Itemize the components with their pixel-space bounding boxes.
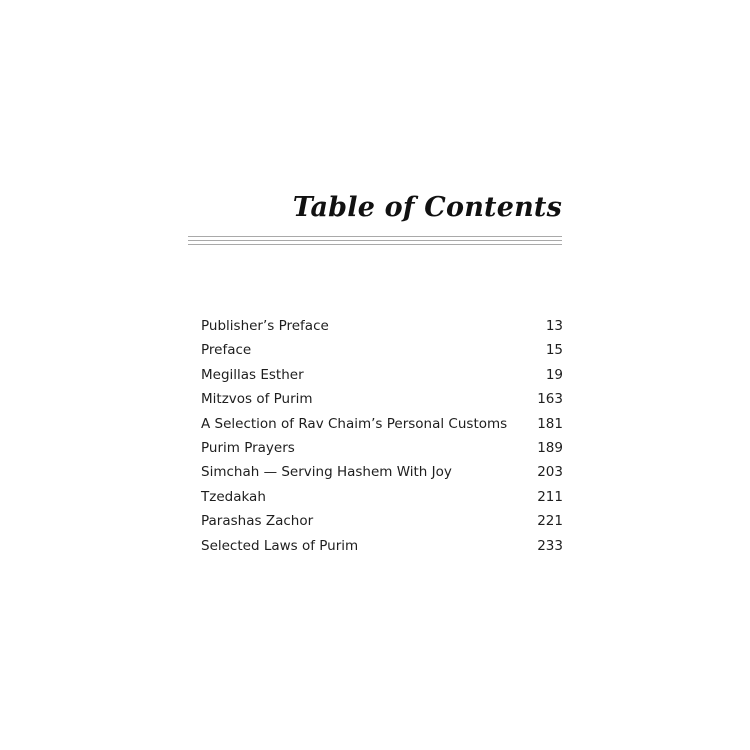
toc-entry [201, 538, 563, 562]
title-rule-top [188, 236, 562, 237]
toc-entry-page: 15 [545, 342, 563, 359]
toc-entry [201, 367, 563, 391]
toc-list [201, 318, 563, 562]
toc-entry [201, 513, 563, 537]
toc-entry-title: Parashas Zachor [201, 513, 314, 530]
toc-entry [201, 464, 563, 488]
toc-entry [201, 416, 563, 440]
title-rule-middle [188, 240, 562, 241]
toc-entry [201, 489, 563, 513]
toc-entry-title: Purim Prayers [201, 439, 295, 456]
toc-entry-page: 211 [537, 488, 563, 505]
toc-entry-title: Preface [201, 342, 252, 359]
toc-entry-title: Selected Laws of Purim [201, 537, 359, 554]
toc-entry [201, 342, 563, 366]
toc-entry [201, 440, 563, 464]
page-title: Table of Contents [292, 192, 562, 223]
toc-entry-page: 163 [537, 391, 563, 408]
toc-entry-page: 233 [537, 537, 563, 554]
toc-entry-title: Mitzvos of Purim [201, 391, 313, 408]
toc-entry-title: Publisher’s Preface [201, 318, 329, 334]
toc-entry-title: Tzedakah [201, 488, 266, 505]
toc-entry-title: Megillas Esther [201, 366, 304, 383]
toc-entry-title: Simchah — Serving Hashem With Joy [201, 464, 452, 481]
toc-entry-page: 19 [545, 366, 563, 383]
toc-entry-page: 13 [545, 318, 563, 334]
title-rule-bottom [188, 244, 562, 245]
toc-entry [201, 318, 563, 342]
toc-entry-page: 221 [537, 513, 563, 530]
toc-entry-page: 203 [537, 464, 563, 481]
toc-entry-page: 181 [537, 415, 563, 432]
toc-entry-page: 189 [537, 439, 563, 456]
toc-entry [201, 391, 563, 415]
toc-entry-title: A Selection of Rav Chaim’s Personal Customs [201, 415, 508, 432]
